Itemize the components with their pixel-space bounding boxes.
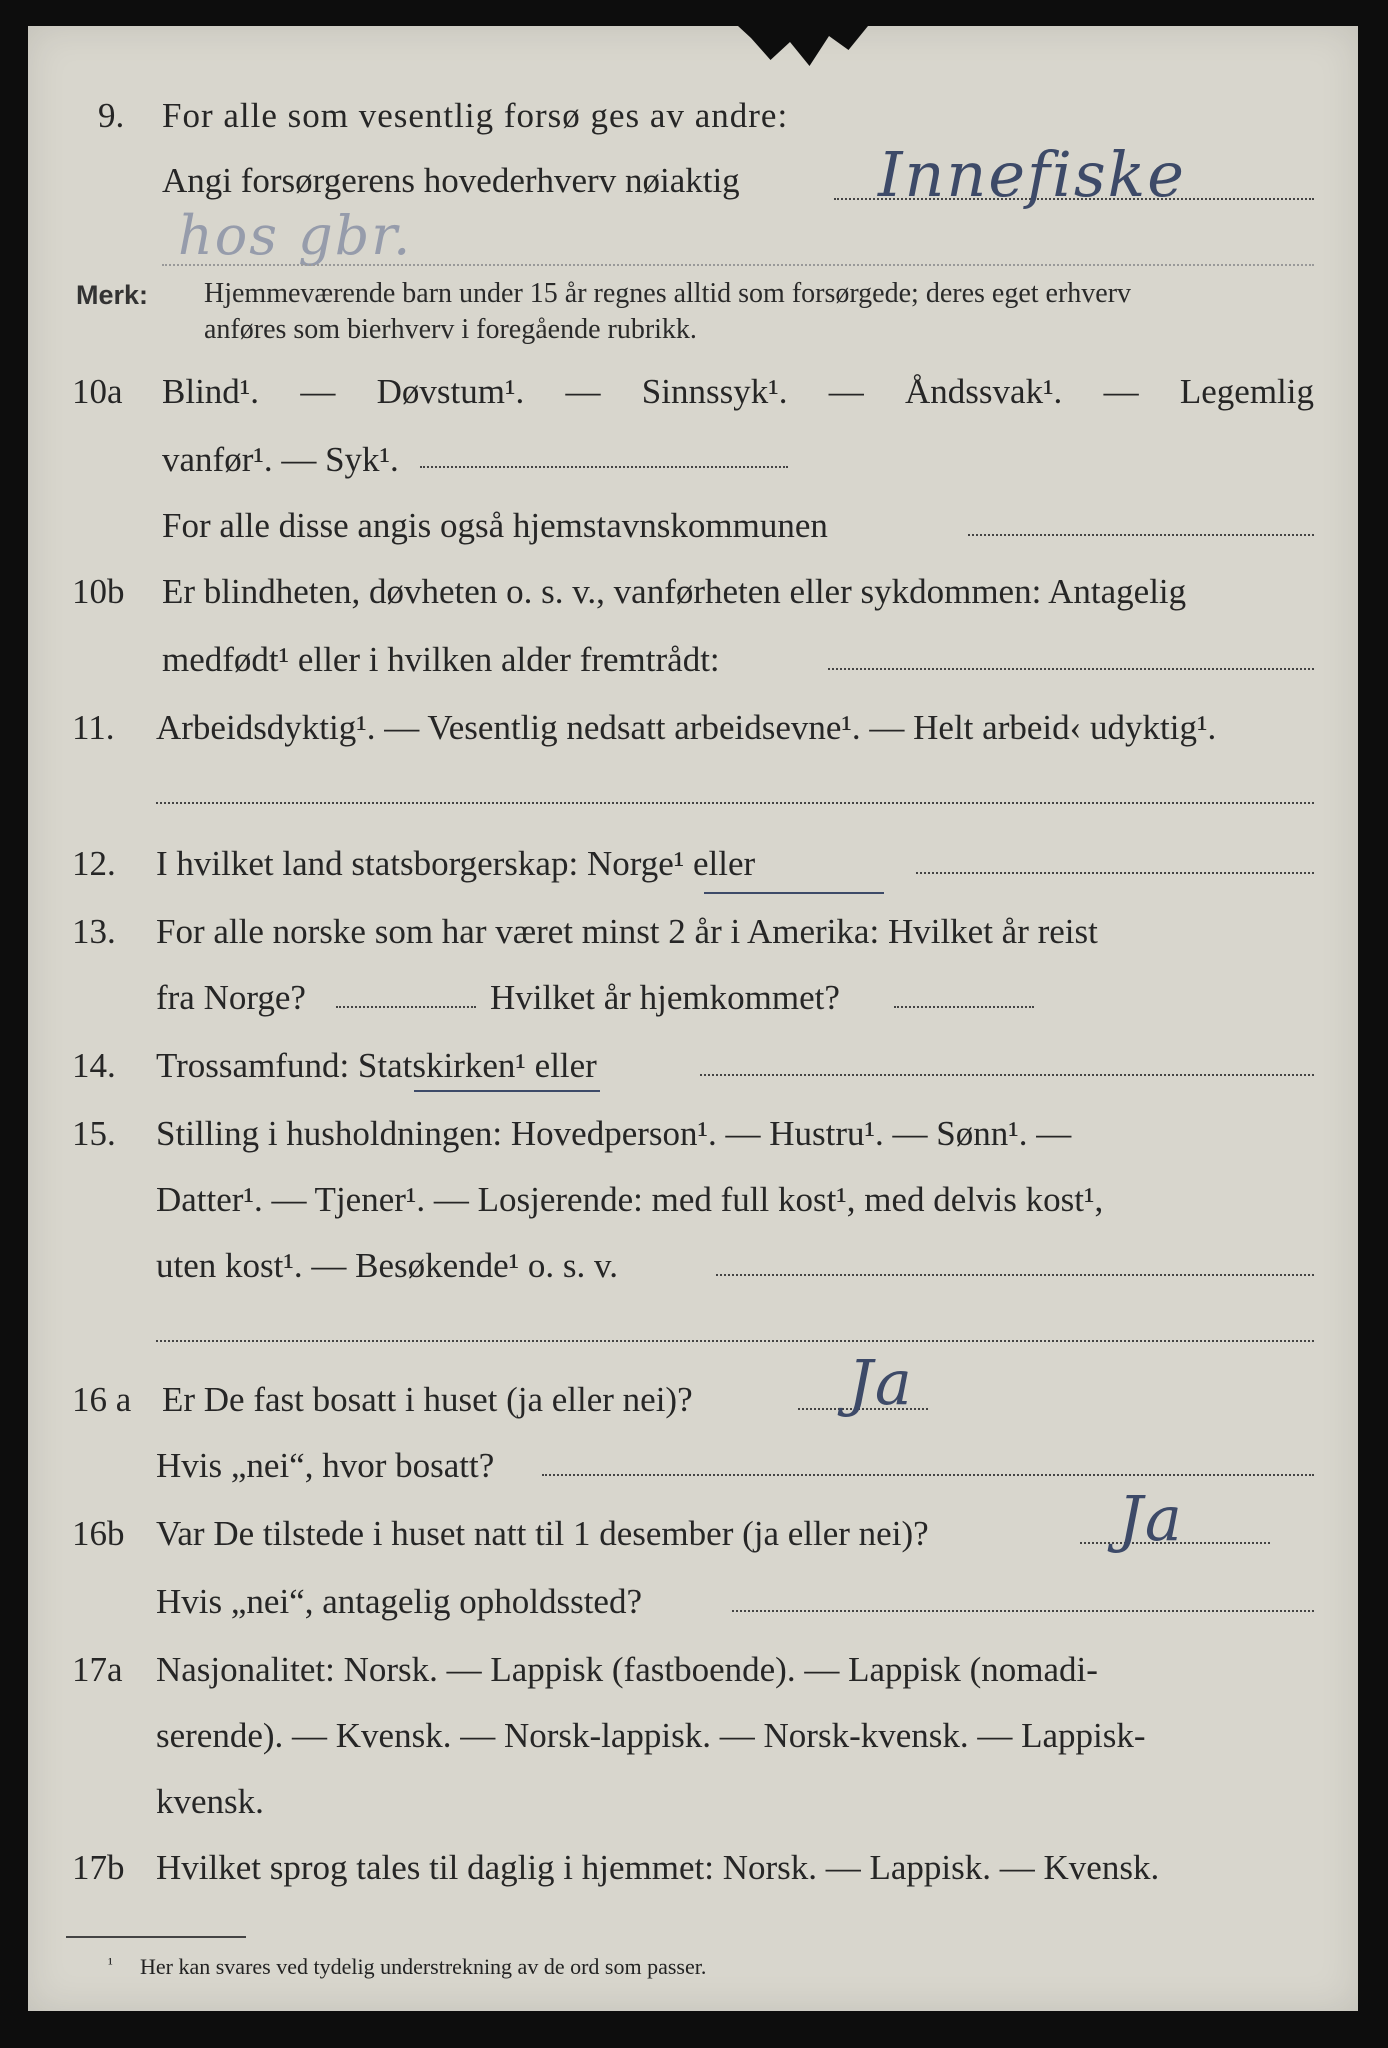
q10a-word[interactable]: Åndssvak¹. xyxy=(905,372,1063,411)
q10a-word[interactable]: Sinnssyk¹. xyxy=(641,372,788,411)
footnote-mark: ¹ xyxy=(108,1956,113,1973)
q10a-word[interactable]: Blind¹. xyxy=(162,372,260,411)
q11-answer-line[interactable] xyxy=(156,802,1314,804)
q13-line2b: Hvilket år hjemkommet? xyxy=(490,978,840,1017)
q17a-number: 17a xyxy=(72,1650,123,1689)
q12-answer-line[interactable] xyxy=(916,872,1314,874)
q15-line2: Datter¹. — Tjener¹. — Losjerende: med full kost¹, med delvis kost¹, xyxy=(156,1180,1104,1219)
q10a-word[interactable]: Døvstum¹. xyxy=(376,372,525,411)
q12-number: 12. xyxy=(72,844,116,883)
q15-line1: Stilling i husholdningen: Hovedperson¹. — Hustru¹. — Sønn¹. — xyxy=(156,1114,1072,1153)
q9-answer-line2[interactable] xyxy=(162,264,1314,266)
q10b-answer-line[interactable] xyxy=(828,668,1314,670)
q10a-line3: For alle disse angis også hjemstavnskommunen xyxy=(162,506,828,545)
q11-line1: Arbeidsdyktig¹. — Vesentlig nedsatt arbeidsevne¹. — Helt arbeid‹ udyktig¹. xyxy=(156,708,1217,747)
q10b-number: 10b xyxy=(72,572,125,611)
q10b-line2: medfødt¹ eller i hvilken alder fremtrådt: xyxy=(162,640,720,679)
q10a-dash: — xyxy=(1103,372,1139,411)
q9-handwritten-answer-cont: hos gbr. xyxy=(178,204,413,267)
q16a-line2: Hvis „nei“, hvor bosatt? xyxy=(156,1446,495,1485)
q16a-line1: Er De fast bosatt i huset (ja eller nei)? xyxy=(162,1380,693,1419)
q14-number: 14. xyxy=(72,1046,116,1085)
q10a-dash: — xyxy=(828,372,864,411)
q9-number: 9. xyxy=(98,96,125,135)
q10a-hometown-line[interactable] xyxy=(968,534,1314,536)
q13-line1: For alle norske som har været minst 2 år i Amerika: Hvilket år reist xyxy=(156,912,1098,951)
q10a-answer-line[interactable] xyxy=(420,466,788,468)
q16b-line1: Var De tilstede i huset natt til 1 desember (ja eller nei)? xyxy=(156,1514,929,1553)
q13-number: 13. xyxy=(72,912,116,951)
q16a-handwritten-answer: Ja xyxy=(848,1346,914,1419)
q13-left-year-line[interactable] xyxy=(336,1006,476,1008)
q10a-dash: — xyxy=(300,372,336,411)
q16a-number: 16 a xyxy=(72,1380,132,1419)
q17a-line3: kvensk. xyxy=(156,1782,264,1821)
torn-edge xyxy=(738,26,868,66)
q15-answer-line[interactable] xyxy=(716,1274,1314,1276)
q15-answer-line2[interactable] xyxy=(156,1340,1314,1342)
q10a-number: 10a xyxy=(72,372,123,411)
q16a-residence-line[interactable] xyxy=(542,1474,1314,1476)
q11-number: 11. xyxy=(72,708,115,747)
q13-return-year-line[interactable] xyxy=(894,1006,1034,1008)
q17b-line1: Hvilket sprog tales til daglig i hjemmet: Norsk. — Lappisk. — Kvensk. xyxy=(156,1848,1160,1887)
q16b-line2: Hvis „nei“, antagelig opholdssted? xyxy=(156,1582,642,1621)
q14-line1: Trossamfund: Statskirken¹ eller xyxy=(156,1046,597,1085)
q15-number: 15. xyxy=(72,1114,116,1153)
q12-line1: I hvilket land statsborgerskap: Norge¹ eller xyxy=(156,844,756,883)
q16b-location-line[interactable] xyxy=(732,1610,1314,1612)
q17a-line1: Nasjonalitet: Norsk. — Lappisk (fastboende). — Lappisk (nomadi- xyxy=(156,1650,1098,1689)
q9-line2: Angi forsørgerens hovederhverv nøiaktig xyxy=(162,161,740,200)
q10b-line1: Er blindheten, døvheten o. s. v., vanførheten eller sykdommen: Antagelig xyxy=(162,572,1187,611)
q10a-dash: — xyxy=(565,372,601,411)
q15-line3: uten kost¹. — Besøkende¹ o. s. v. xyxy=(156,1246,619,1285)
footnote-text: Her kan svares ved tydelig understrekning av de ord som passer. xyxy=(140,1954,707,1979)
q10a-word[interactable]: Legemlig xyxy=(1179,372,1314,411)
q17a-line2: serende). — Kvensk. — Norsk-lappisk. — Norsk-kvensk. — Lappisk- xyxy=(156,1716,1146,1755)
q16b-handwritten-answer: Ja xyxy=(1118,1482,1184,1555)
q14-underline-mark xyxy=(414,1090,600,1092)
merk-label: Merk: xyxy=(76,280,149,310)
q17b-number: 17b xyxy=(72,1848,125,1887)
q14-answer-line[interactable] xyxy=(700,1074,1314,1076)
census-form-page xyxy=(28,26,1358,2011)
q16b-number: 16b xyxy=(72,1514,125,1553)
q13-line2a: fra Norge? xyxy=(156,978,306,1017)
merk-line1: Hjemmeværende barn under 15 år regnes alltid som forsørgede; deres eget erhverv xyxy=(204,278,1132,309)
q9-handwritten-answer: Innefiske xyxy=(878,138,1186,211)
q10a-line2: vanfør¹. — Syk¹. xyxy=(162,440,399,479)
footnote-rule xyxy=(66,1936,246,1938)
q12-underline-mark xyxy=(704,892,884,894)
q9-line1: For alle som vesentlig forsø ges av andre: xyxy=(162,96,789,135)
q10a-line1 xyxy=(162,372,1314,412)
merk-line2: anføres som bierhverv i foregående rubrikk. xyxy=(204,314,697,345)
